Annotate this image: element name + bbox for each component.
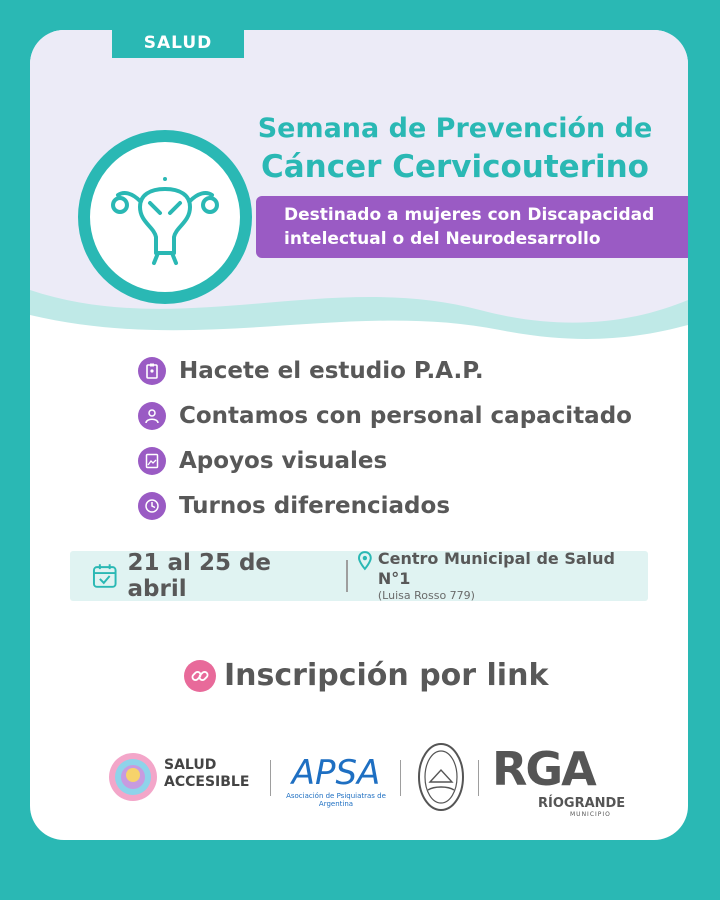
sponsor-logos [30, 730, 688, 825]
salud-accesible-line-2: ACCESIBLE [164, 774, 250, 790]
apsa-logo [286, 752, 386, 792]
clipboard-icon [138, 357, 166, 385]
svg-text:APSA: APSA [291, 753, 381, 792]
banner-line-1: Destinado a mujeres con Discapacidad [284, 205, 655, 225]
municipal-shield-icon [416, 742, 466, 812]
category-tab: SALUD [112, 28, 244, 58]
signup-text: Inscripción por link [224, 658, 549, 693]
features-list [138, 348, 632, 528]
doctor-icon [138, 402, 166, 430]
calendar-icon [92, 563, 118, 589]
rga-subtitle: RÍOGRANDE [538, 796, 626, 811]
title-line-1: Semana de Prevención de [257, 113, 653, 144]
signup-callout[interactable] [184, 658, 548, 693]
logo-divider [400, 760, 401, 796]
uterus-icon [110, 167, 220, 267]
salud-accesible-logo [106, 750, 160, 804]
event-info-bar [70, 551, 648, 601]
location-pin-icon [358, 551, 372, 571]
salud-accesible-text [164, 757, 249, 791]
clock-icon [138, 492, 166, 520]
list-item-label: Apoyos visuales [179, 447, 388, 474]
list-item-label: Hacete el estudio P.A.P. [179, 357, 484, 384]
rga-logo-text: RGA [492, 742, 595, 796]
divider [346, 560, 348, 592]
title-line-2: Cáncer Cervicouterino [261, 149, 649, 185]
image-card-icon [138, 447, 166, 475]
list-item-label: Turnos diferenciados [179, 492, 451, 519]
event-dates [70, 550, 334, 602]
link-icon [184, 660, 216, 692]
list-item [138, 483, 632, 528]
salud-accesible-line-1: SALUD [164, 757, 217, 773]
uterus-badge [78, 130, 252, 304]
event-location [358, 549, 648, 603]
audience-banner [256, 196, 688, 258]
location-address: (Luisa Rosso 779) [377, 589, 475, 602]
logo-divider [478, 760, 479, 796]
list-item [138, 438, 632, 483]
event-dates-text: 21 al 25 de abril [127, 550, 272, 602]
list-item [138, 393, 632, 438]
poster-card [30, 30, 688, 840]
list-item-label: Contamos con personal capacitado [179, 402, 632, 429]
apsa-subtitle: Asociación de Psiquiatras de Argentina [286, 792, 386, 808]
campaign-title [230, 110, 680, 186]
logo-divider [270, 760, 271, 796]
list-item [138, 348, 632, 393]
location-name: Centro Municipal de Salud N°1 [377, 549, 615, 588]
rga-municipio: MUNICIPIO [570, 811, 611, 818]
banner-line-2: intelectual o del Neurodesarrollo [284, 229, 601, 249]
